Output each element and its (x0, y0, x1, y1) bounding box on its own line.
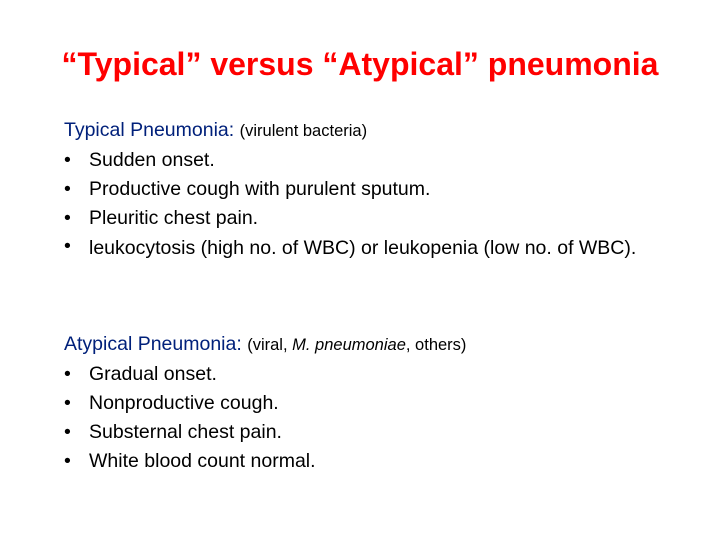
atypical-item-text: Substernal chest pain. (89, 421, 282, 443)
atypical-note (247, 336, 466, 354)
typical-bullet-list (64, 146, 684, 261)
atypical-note-organism: M. pneumoniae (292, 336, 406, 354)
bullet-dot-icon: • (64, 207, 71, 229)
atypical-pneumonia-section (64, 330, 684, 476)
list-item (64, 389, 684, 418)
list-item (64, 360, 684, 389)
atypical-item-text: White blood count normal. (89, 450, 316, 472)
atypical-note-prefix: (viral, (247, 336, 288, 354)
atypical-item-text: Nonproductive cough. (89, 392, 279, 414)
atypical-bullet-list (64, 360, 684, 476)
slide-title: “Typical” versus “Atypical” pneumonia (61, 46, 659, 82)
atypical-note-suffix: , others) (405, 336, 467, 354)
bullet-dot-icon: • (64, 363, 71, 385)
atypical-heading-line (64, 330, 684, 360)
list-item (64, 418, 684, 447)
atypical-heading: Atypical Pneumonia: (64, 333, 242, 355)
typical-heading: Typical Pneumonia: (64, 119, 235, 141)
list-item (64, 175, 684, 204)
list-item (64, 204, 684, 233)
list-item (64, 447, 684, 476)
list-item (64, 233, 684, 261)
bullet-dot-icon: • (64, 235, 71, 257)
bullet-dot-icon: • (64, 178, 71, 200)
typical-heading-line (64, 116, 684, 146)
typical-item-text: Pleuritic chest pain. (89, 207, 259, 229)
atypical-item-text: Gradual onset. (89, 363, 217, 385)
bullet-dot-icon: • (64, 392, 71, 414)
typical-item-text: leukocytosis (high no. of WBC) or leukopenia (low no. of WBC). (89, 237, 637, 259)
bullet-dot-icon: • (64, 421, 71, 443)
list-item (64, 146, 684, 175)
bullet-dot-icon: • (64, 149, 71, 171)
typical-note: (virulent bacteria) (239, 122, 368, 140)
typical-item-text: Sudden onset. (89, 149, 215, 171)
bullet-dot-icon: • (64, 450, 71, 472)
typical-pneumonia-section (64, 116, 684, 261)
typical-item-text: Productive cough with purulent sputum. (89, 178, 431, 200)
